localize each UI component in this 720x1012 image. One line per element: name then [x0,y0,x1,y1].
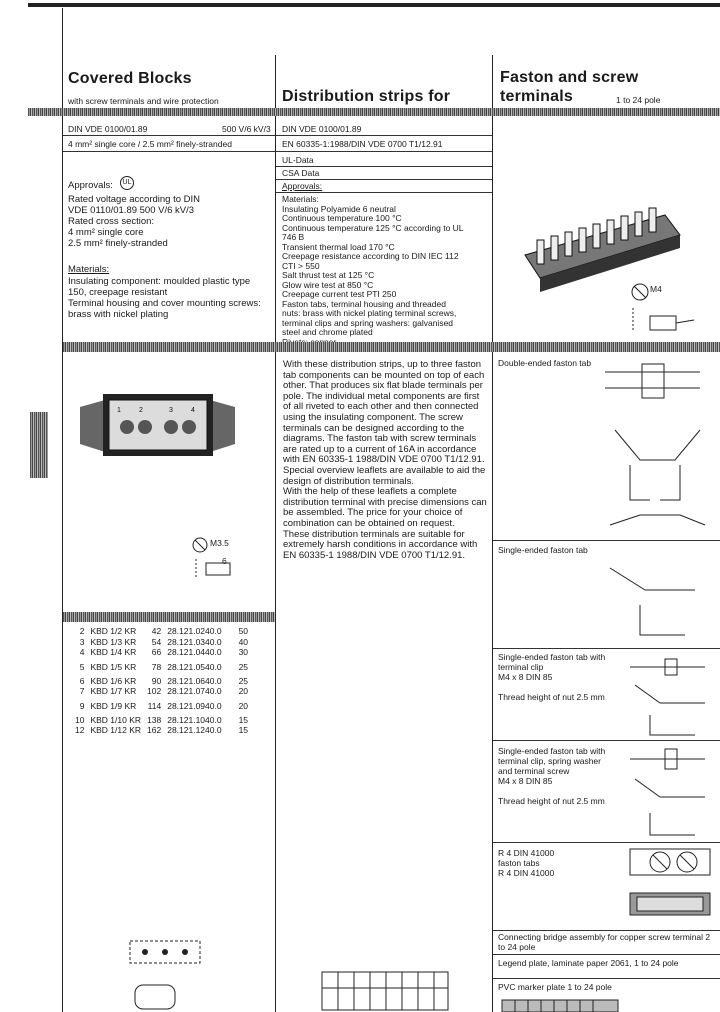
left-approvals: Approvals: [68,180,113,191]
order-cell-art: 28.121.0240.0 [167,626,222,637]
left-conductor: 4 mm² single core / 2.5 mm² finely-stranded [68,139,232,149]
order-cell-type: KBD 1/4 KR [90,647,137,658]
order-cell-w: 90 [151,675,162,686]
section-band [63,342,720,352]
terminal-clip-diagram [625,655,715,740]
order-cell-art: 28.121.1040.0 [167,714,222,725]
order-cell-art: 28.121.0740.0 [167,686,222,697]
right-section-single: Single-ended faston tab [498,545,588,555]
right-rule-5 [493,930,720,931]
order-row [72,725,251,736]
order-cell-w: 54 [151,636,162,647]
order-cell-art: 28.121.0540.0 [167,661,222,672]
right-rule-6 [493,954,720,955]
order-cell-q: 15 [238,725,249,736]
right-section-clip: Single-ended faston tab with terminal clip M4 x 8 DIN 85 Thread height of nut 2.5 mm [498,652,606,702]
right-section-ri: R 4 DIN 41000 faston tabs R 4 DIN 41000 [498,848,555,878]
right-section-washer: Single-ended faston tab with terminal clip, spring washer and terminal screw M4 x 8 DIN 85 Thread height of nut 2.5 mm [498,746,606,806]
left-rating: 500 V/6 kV/3 [222,124,271,134]
order-cell-w: 78 [151,661,162,672]
order-cell-n: 2 [79,626,85,637]
order-cell-art: 28.121.1240.0 [167,725,222,736]
order-cell-q: 50 [238,626,249,637]
order-row [72,626,251,637]
order-cell-type: KBD 1/10 KR [90,714,142,725]
mid-csa: CSA Data [282,168,320,178]
screw-m4-icon [628,278,698,338]
right-title-2: terminals [500,88,573,105]
left-materials-label: Materials: [68,264,110,275]
strip-drawing-bottom-mid [320,968,450,1012]
order-cell-art: 28.121.0940.0 [167,700,222,711]
right-rule-3 [493,740,720,741]
order-cell-art: 28.121.0440.0 [167,647,222,658]
order-table-band [63,612,275,622]
right-screw-label: M4 [650,284,662,294]
order-cell-q: 20 [238,700,249,711]
svg-text:1: 1 [117,407,121,414]
order-row [72,647,251,658]
svg-text:2: 2 [139,407,143,414]
right-title-1: Faston and screw [500,69,639,86]
svg-text:3: 3 [169,407,173,414]
order-row [72,637,251,648]
col-divider-mid [275,55,276,1012]
order-cell-art: 28.121.0340.0 [167,636,222,647]
order-cell-n: 5 [79,661,85,672]
block-drawing-bottom-left [120,935,210,1012]
order-cell-n: 10 [75,714,85,725]
mid-rule-2 [276,151,492,152]
left-margin-mark [30,412,48,478]
middle-title: Distribution strips for [282,88,451,105]
order-row [72,697,251,715]
order-cell-n: 4 [79,647,85,658]
right-pvc: PVC marker plate 1 to 24 pole [498,982,612,992]
right-rule-4 [493,842,720,843]
mid-en: EN 60335-1:1988/DIN VDE 0700 T1/12.91 [282,139,443,149]
ul-mark-icon: UL [120,176,134,190]
order-cell-type: KBD 1/3 KR [90,636,137,647]
left-rule-1 [63,135,275,136]
left-standard: DIN VDE 0100/01.89 [68,124,148,134]
single-ended-tab-diagram [605,560,700,640]
spring-washer-diagram [625,745,715,840]
order-cell-w: 66 [151,647,162,658]
right-rule-7 [493,978,720,979]
order-cell-type: KBD 1/7 KR [90,686,137,697]
left-screw-label: M3.5 [210,538,229,548]
order-cell-w: 114 [147,700,162,711]
order-cell-n: 9 [79,700,85,711]
top-rule [28,3,720,7]
left-title: Covered Blocks [68,70,192,87]
right-bridge: Connecting bridge assembly for copper screw terminal 2 to 24 pole [498,932,711,952]
order-cell-q: 20 [238,686,249,697]
order-cell-art: 28.121.0640.0 [167,675,222,686]
right-poles: 1 to 24 pole [616,95,661,105]
order-cell-type: KBD 1/6 KR [90,675,137,686]
order-cell-w: 102 [147,686,162,697]
mid-ul: UL-Data [282,155,314,165]
order-cell-w: 138 [147,714,162,725]
order-cell-n: 7 [79,686,85,697]
svg-text:4: 4 [191,407,195,414]
order-cell-w: 162 [147,725,162,736]
faston-plate-diagram [625,845,715,925]
double-ended-tab-diagram [600,360,710,535]
mid-rule-4 [276,179,492,180]
order-cell-type: KBD 1/2 KR [90,626,137,637]
right-section-double: Double-ended faston tab [498,358,592,368]
order-table [72,626,251,736]
order-cell-q: 30 [238,647,249,658]
header-band [28,108,720,116]
order-cell-type: KBD 1/12 KR [90,725,142,736]
marker-plate-strip [500,998,620,1012]
order-cell-w: 42 [151,626,162,637]
order-row [72,676,251,687]
right-rule-2 [493,648,720,649]
order-cell-n: 3 [79,636,85,647]
order-cell-q: 25 [238,661,249,672]
left-specs: Rated voltage according to DIN VDE 0110/01.89 500 V/6 kV/3 Rated cross section: 4 mm² single core 2.5 mm² finely-stranded [68,194,201,249]
order-row [72,686,251,697]
mid-approvals: Approvals: [282,181,323,191]
left-rule-2 [63,151,275,152]
mid-rule-3 [276,166,492,167]
order-cell-q: 40 [238,636,249,647]
order-row [72,658,251,676]
left-subtitle: with screw terminals and wire protection [68,96,219,106]
mid-materials: Materials: Insulating Polyamide 6 neutral Continuous temperature 100 °C Continuous temperature 125 °C according to UL 746 B Transient thermal load 170 °C Creepage resistance according to DIN IEC 112 CTI > 550 Salt thrust test at 125 °C Glow wire test at 850 °C Creepage current test PTI 250 Faston tabs, terminal housing and threaded nuts: brass with nickel plating terminal screws, terminal clips and spring washers: galvanised steel and chrome plated [282,194,464,337]
order-cell-type: KBD 1/9 KR [90,700,137,711]
order-cell-q: 15 [238,714,249,725]
mid-body: With these distribution strips, up to three faston tab components can be mounted on top of each other. That produces six flat blade terminals per pole. The individual metal components are first of all riveted to each other and then connected using the insulating component. The screw terminals can be designed according to the diagrams. The faston tab with screw terminals are rated up to a current of 16A in accordance with EN 60335-1 1988/DIN VDE 0700 T1/12.91. Special overview leaflets are available to aid the design of distribution terminals. With the help of these leaflets a complete distribution terminal with precise dimensions can be assembled. The price for your choice of combination can be obtained on request. These distribution terminals are suitable for extremely harsh conditions in accordance with EN 60335-1 1988/DIN VDE 0700 T1/12.91. [283,359,487,561]
order-cell-q: 25 [238,675,249,686]
left-materials: Insulating component: moulded plastic type 150, creepage resistant Terminal housing and cover mounting screws: brass with nickel plating [68,276,261,320]
order-row [72,715,251,726]
mid-rule-1 [276,135,492,136]
left-screw-length: 6 [222,556,227,566]
right-legend: Legend plate, laminate paper 2061, 1 to 24 pole [498,958,679,968]
covered-block-photo [75,382,240,472]
order-cell-n: 12 [75,725,85,736]
mid-rule-5 [276,192,492,193]
col-divider-right [492,55,493,1012]
order-cell-type: KBD 1/5 KR [90,661,137,672]
right-rule-1 [493,540,720,541]
mid-standard: DIN VDE 0100/01.89 [282,124,362,134]
order-cell-n: 6 [79,675,85,686]
col-divider-left [62,8,63,1012]
